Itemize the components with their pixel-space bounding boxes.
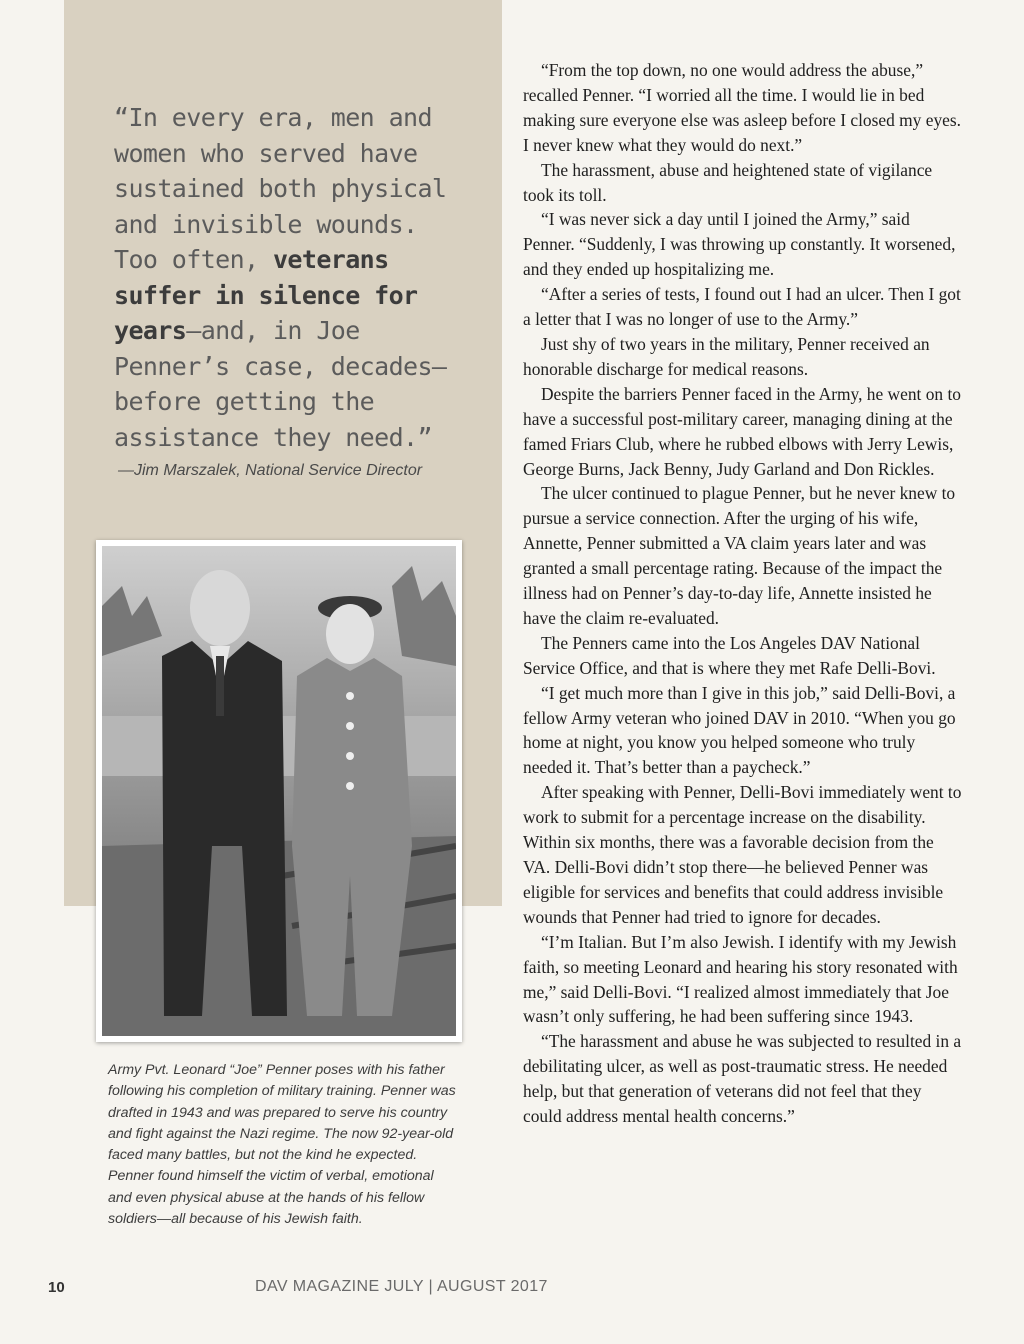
paragraph: The ulcer continued to plague Penner, but he never knew to pursue a service connection. After the urging of his wife, Annette, Penner submitted a VA claim years later and was granted a small percentage rating. Because of the impact the illness had on Penner’s day-to-day life, Annette insisted he have the claim re-evaluated.	[523, 483, 956, 628]
paragraph: “I’m Italian. But I’m also Jewish. I identify with my Jewish faith, so meeting Leonard and hearing his story resonated with me,” said Delli-Bovi. “I realized almost immediately that Joe wasn’t only suffering, he had been suffering since 1943.	[523, 931, 958, 1027]
page-number: 10	[48, 1279, 65, 1296]
publication-footer: DAV MAGAZINE JULY | AUGUST 2017	[255, 1278, 548, 1295]
pull-quote-attribution: —Jim Marszalek, National Service Director	[118, 462, 423, 479]
paragraph: The Penners came into the Los Angeles DAV National Service Office, and that is where they met Rafe Delli-Bovi.	[523, 632, 936, 678]
pull-quote-text-end: —and, in Joe Penner’s case, decades—before getting the assistance they need.”	[114, 316, 447, 452]
paragraph: “I was never sick a day until I joined the Army,” said Penner. “Suddenly, I was throwing up constantly. It worsened, and they ended up hospitalizing me.	[523, 209, 956, 280]
historic-photo	[96, 540, 462, 1042]
paragraph: The harassment, abuse and heightened state of vigilance took its toll.	[523, 159, 933, 205]
paragraph: “I get much more than I give in this job,” said Delli-Bovi, a fellow Army veteran who joined DAV in 2010. “When you go home at night, you know you helped someone who truly needed it. That’s better than a paycheck.”	[523, 682, 956, 778]
paragraph: Just shy of two years in the military, Penner received an honorable discharge for medical reasons.	[523, 333, 930, 379]
pull-quote	[114, 100, 454, 455]
paragraph: “The harassment and abuse he was subjected to resulted in a debilitating ulcer, as well as post-traumatic stress. He needed help, but that generation of veterans did not feel that they could address mental health concerns.”	[523, 1031, 962, 1127]
photo-icon	[102, 546, 456, 1036]
paragraph: “After a series of tests, I found out I had an ulcer. Then I got a letter that I was no longer of use to the Army.”	[523, 284, 961, 330]
pull-quote-text-start: “In every era, men and women who served have sustained both physical and invisible wounds. Too often,	[114, 103, 447, 274]
article-body	[523, 58, 963, 1129]
paragraph: After speaking with Penner, Delli-Bovi immediately went to work to submit for a percentage increase on the disability. Within six months, there was a favorable decision from the VA. Delli-Bovi didn’t stop there—he believed Penner was eligible for services and benefits that could address invisible wounds that Penner had tried to ignore for decades.	[523, 782, 962, 927]
pull-quote-emphasis: veterans suffer in silence for years	[114, 245, 418, 345]
photo-caption: Army Pvt. Leonard “Joe” Penner poses with his father following his completion of military training. Penner was drafted in 1943 and was prepared to serve his country and fight against the Nazi regime. The now 92-year-old faced many battles, but not the kind he expected. Penner found himself the victim of verbal, emotional and even physical abuse at the hands of his fellow soldiers—all because of his Jewish faith.	[108, 1062, 456, 1228]
paragraph: Despite the barriers Penner faced in the Army, he went on to have a successful post-military career, managing dining at the famed Friars Club, where he rubbed elbows with Jerry Lewis, George Burns, Jack Benny, Judy Garland and Don Rickles.	[523, 383, 961, 479]
paragraph: “From the top down, no one would address the abuse,” recalled Penner. “I worried all the time. I would lie in bed making sure everyone else was asleep before I closed my eyes. I never knew what they would do next.”	[523, 60, 961, 155]
